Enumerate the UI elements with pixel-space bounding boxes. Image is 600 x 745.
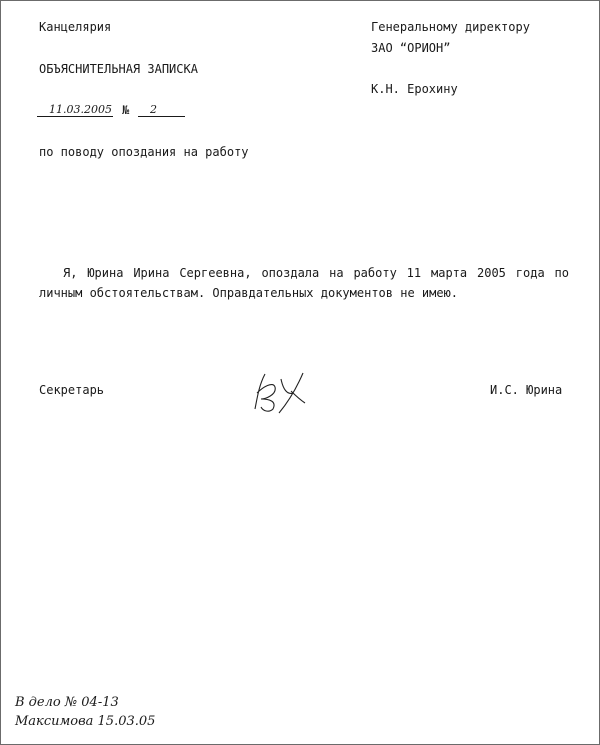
number-sign: № xyxy=(122,103,130,117)
department-label: Канцелярия xyxy=(39,20,112,34)
date-underline xyxy=(37,116,113,117)
document-type: ОБЪЯСНИТЕЛЬНАЯ ЗАПИСКА xyxy=(39,62,198,76)
handwritten-signature xyxy=(251,369,311,415)
document-number: 2 xyxy=(150,103,157,116)
document-date: 11.03.2005 xyxy=(49,103,112,116)
recipient-company: ЗАО “ОРИОН” xyxy=(371,41,451,55)
recipient-name: К.Н. Ерохину xyxy=(371,82,458,96)
document-subject: по поводу опоздания на работу xyxy=(39,145,249,159)
signer-position: Секретарь xyxy=(39,383,105,397)
document-body: Я, Юрина Ирина Сергеевна, опоздала на работу 11 марта 2005 года по личным обстоятельствам. Оправдательных документов не имею. xyxy=(39,266,569,300)
filing-note-line1: В дело № 04-13 xyxy=(15,695,119,710)
filing-note-line2: Максимова 15.03.05 xyxy=(15,714,156,729)
number-underline xyxy=(138,116,185,117)
signer-name: И.С. Юрина xyxy=(490,383,563,397)
recipient-title: Генеральному директору xyxy=(371,20,530,34)
